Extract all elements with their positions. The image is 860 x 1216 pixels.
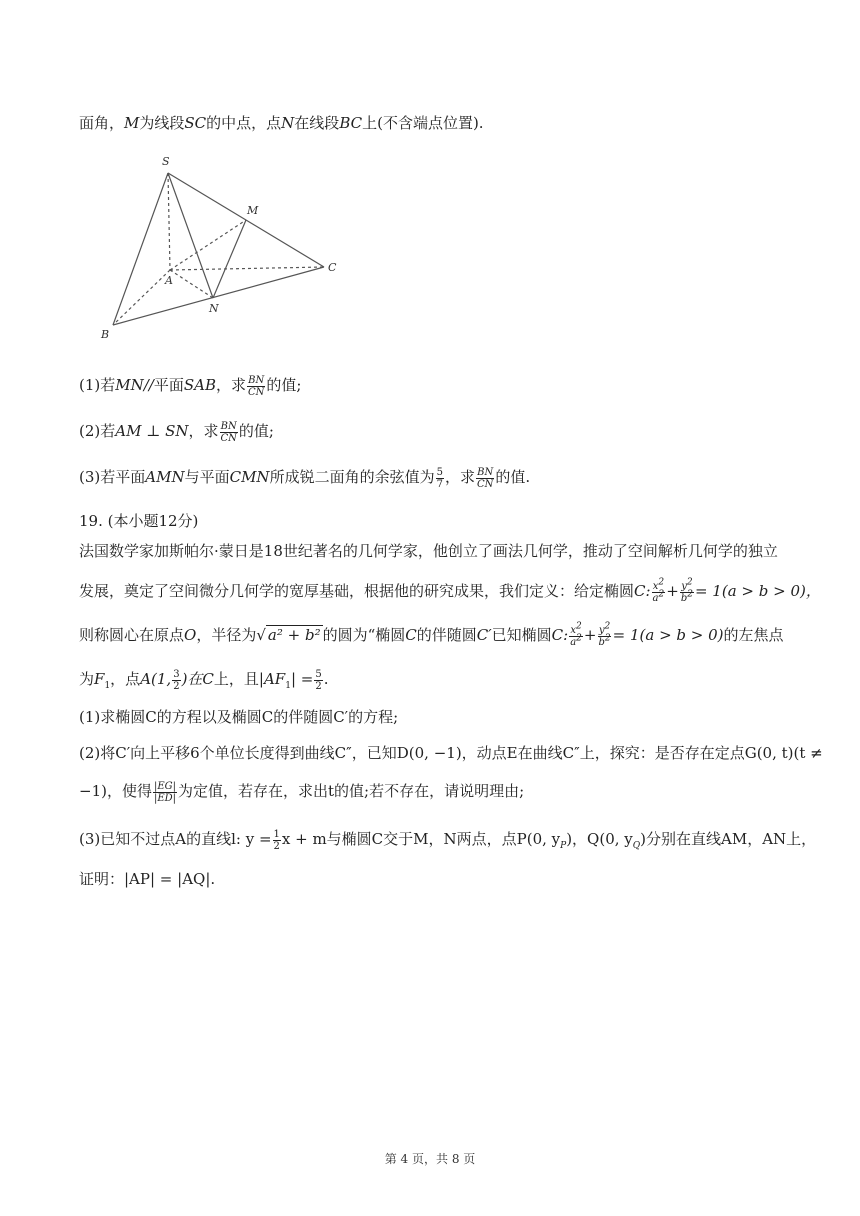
edge-sn [168, 173, 213, 298]
q18-part1: (1)若MN//平面SAB，求 $\frac{BN}{CN}$ 的值; [79, 374, 302, 398]
pyramid-figure [95, 150, 355, 350]
page-footer: 第 4 页，共 8 页 [384, 1152, 476, 1166]
q19-line2: 发展，奠定了空间微分几何学的宽厚基础，根据他的研究成果，我们定义：给定椭圆C: $\frac{x^2}{a^2}$ + $\frac{y^2}{b^2}$ = 1(a > b > 0)， [79, 577, 821, 604]
q19-line1: 法国数学家加斯帕尔·蒙日是18世纪著名的几何学家，他创立了画法几何学，推动了空间解析几何学的独立 [79, 542, 778, 560]
label-m: M [247, 204, 259, 217]
edge-sb [113, 173, 168, 325]
fraction-five-halves: $\frac{5}{2}$ [315, 668, 322, 692]
q18-part2: (2)若AM ⊥ SN，求 $\frac{BN}{CN}$ 的值; [79, 420, 274, 444]
edge-mn [213, 220, 246, 298]
q19-part2-line1: (2)将C′向上平移6个单位长度得到曲线C″，已知D(0, −1)，动点E在曲线C″上，探究：是否存在定点G(0, t)(t ≠ [79, 744, 823, 762]
edge-an [170, 270, 213, 298]
q19-part2-line2: −1)，使得 $\frac{|EG|}{|ED|}$ 为定值，若存在，求出t的值;若不存在，请说明理由; [79, 780, 525, 804]
intro-line: 面角，M为线段SC的中点，点N在线段BC上(不含端点位置). [79, 114, 484, 132]
fraction-five-sevenths: $\frac{5}{7}$ [436, 466, 443, 490]
edge-bc [113, 267, 324, 325]
fraction-eg-ed: $\frac{|EG|}{|ED|}$ [153, 780, 177, 804]
q19-header: 19. (本小题12分) [79, 512, 199, 530]
fraction-y2-b2: $\frac{y^2}{b^2}$ [598, 621, 611, 648]
fraction-one-half: $\frac{1}{2}$ [273, 828, 280, 852]
q18-part3: (3)若平面AMN与平面CMN所成锐二面角的余弦值为 $\frac{5}{7}$ ，求 $\frac{BN}{CN}$ 的值. [79, 466, 531, 490]
fraction-bn-cn: $\frac{BN}{CN}$ [248, 374, 265, 398]
label-b: B [101, 328, 110, 341]
q19-part1: (1)求椭圆C的方程以及椭圆C的伴随圆C′的方程; [79, 708, 399, 726]
q19-line3: 则称圆心在原点O，半径为√ a² + b² 的圆为“椭圆C的伴随圆C′已知椭圆C: $\frac{x^2}{a^2}$ + $\frac{y^2}{b^2}$ = 1(a > b > 0)的左焦点 [79, 621, 784, 648]
fraction-y2-b2: $\frac{y^2}{b^2}$ [680, 577, 693, 604]
fraction-x2-a2: $\frac{x^2}{a^2}$ [570, 621, 582, 648]
edge-ac [170, 267, 324, 270]
fraction-bn-cn: $\frac{BN}{CN}$ [220, 420, 237, 444]
edge-am [170, 220, 246, 270]
label-a: A [165, 274, 173, 287]
edge-sa [168, 173, 170, 270]
q19-part3-line1: (3)已知不过点A的直线l: y = $\frac{1}{2}$ x + m与椭圆C交于M，N两点，点P(0, $y_P$)，Q(0, $y_Q$)分别在直线AM，AN上， [79, 828, 817, 852]
fraction-x2-a2: $\frac{x^2}{a^2}$ [652, 577, 665, 604]
sqrt-icon: √ [256, 626, 266, 644]
fraction-bn-cn: $\frac{BN}{CN}$ [476, 466, 494, 490]
q19-part3-line2: 证明：|AP| = |AQ|. [79, 870, 216, 888]
label-c: C [328, 261, 337, 274]
label-n: N [209, 302, 219, 315]
q19-line4: 为$F_1$，点A(1, $\frac{3}{2}$ )在C上，且$|AF_1|$ = $\frac{5}{2}$ . [79, 668, 329, 692]
fraction-three-halves: $\frac{3}{2}$ [173, 668, 180, 692]
label-s: S [162, 155, 170, 168]
